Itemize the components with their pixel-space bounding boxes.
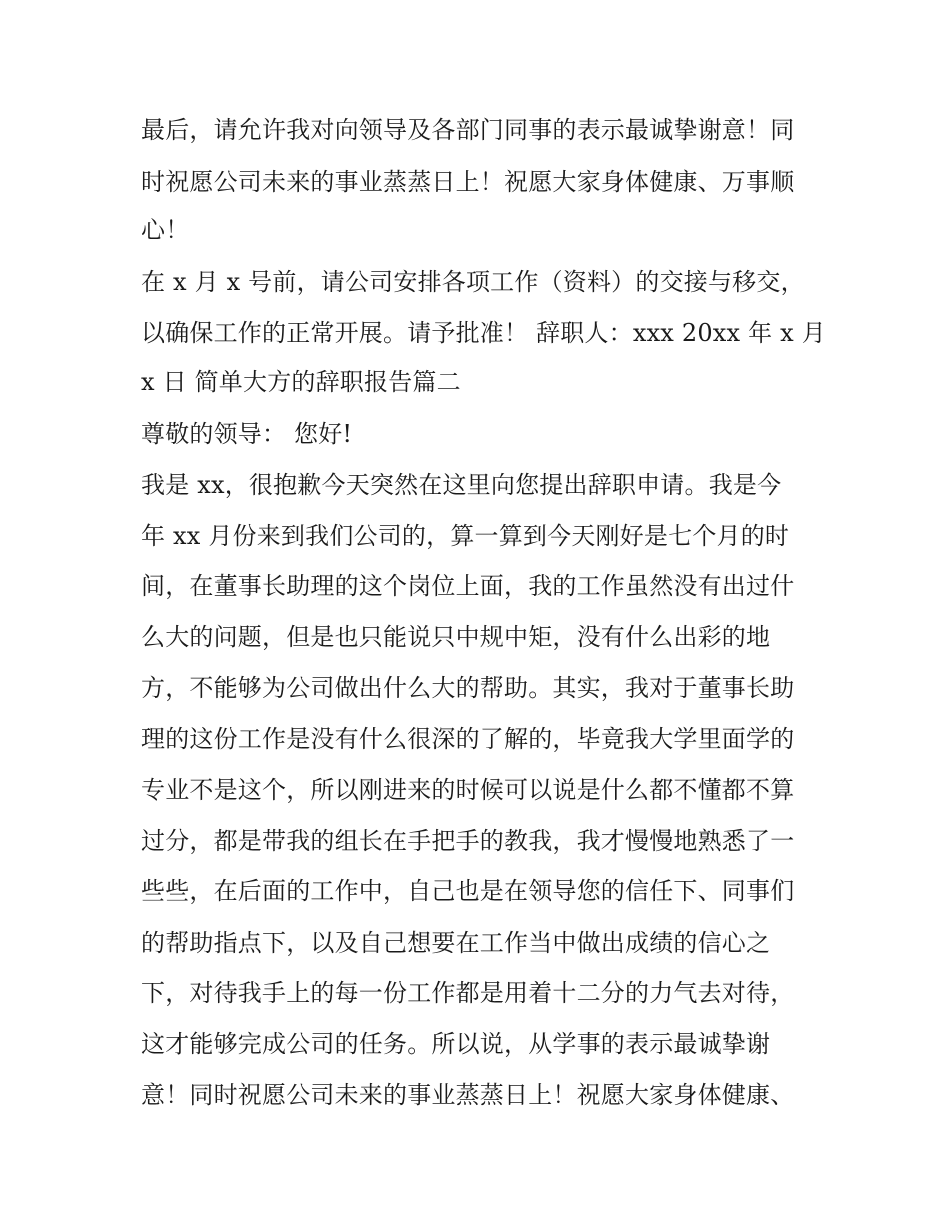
text-line: 最后，请允许我对向领导及各部门同事的表示最诚挚谢意！同 xyxy=(141,116,795,144)
text-line: 以确保工作的正常开展。请予批准！ 辞职人：xxx 20xx 年 x 月 xyxy=(141,319,826,347)
text-line: 意！同时祝愿公司未来的事业蒸蒸日上！祝愿大家身体健康、 xyxy=(141,1081,795,1109)
text-line: 心！ xyxy=(141,216,190,244)
text-line: 方，不能够为公司做出什么大的帮助。其实，我对于董事长助 xyxy=(141,674,795,702)
text-line: 年 xx 月份来到我们公司的，算一算到今天刚好是七个月的时 xyxy=(141,522,790,550)
text-line: 这才能够完成公司的任务。所以说，从学事的表示最诚挚谢 xyxy=(141,1030,771,1058)
text-line: 理的这份工作是没有什么很深的了解的，毕竟我大学里面学的 xyxy=(141,725,795,753)
text-line: x 日 简单大方的辞职报告篇二 xyxy=(141,368,461,396)
text-line: 专业不是这个，所以刚进来的时候可以说是什么都不懂都不算 xyxy=(141,776,795,804)
text-line: 过分，都是带我的组长在手把手的教我，我才慢慢地熟悉了一 xyxy=(141,827,795,855)
text-line: 时祝愿公司未来的事业蒸蒸日上！祝愿大家身体健康、万事顺 xyxy=(141,168,795,196)
text-line: 间，在董事长助理的这个岗位上面，我的工作虽然没有出过什 xyxy=(141,572,795,600)
text-line: 的帮助指点下，以及自己想要在工作当中做出成绩的信心之 xyxy=(141,929,771,957)
text-line: 尊敬的领导： 您好! xyxy=(141,420,353,448)
text-line: 我是 xx，很抱歉今天突然在这里向您提出辞职申请。我是今 xyxy=(141,471,782,499)
text-line: 下，对待我手上的每一份工作都是用着十二分的力气去对待， xyxy=(141,979,795,1007)
text-line: 些些，在后面的工作中，自己也是在领导您的信任下、同事们 xyxy=(141,877,795,905)
text-line: 在 x 月 x 号前，请公司安排各项工作（资料）的交接与移交， xyxy=(141,268,805,296)
text-line: 么大的问题，但是也只能说只中规中矩，没有什么出彩的地 xyxy=(141,623,771,651)
